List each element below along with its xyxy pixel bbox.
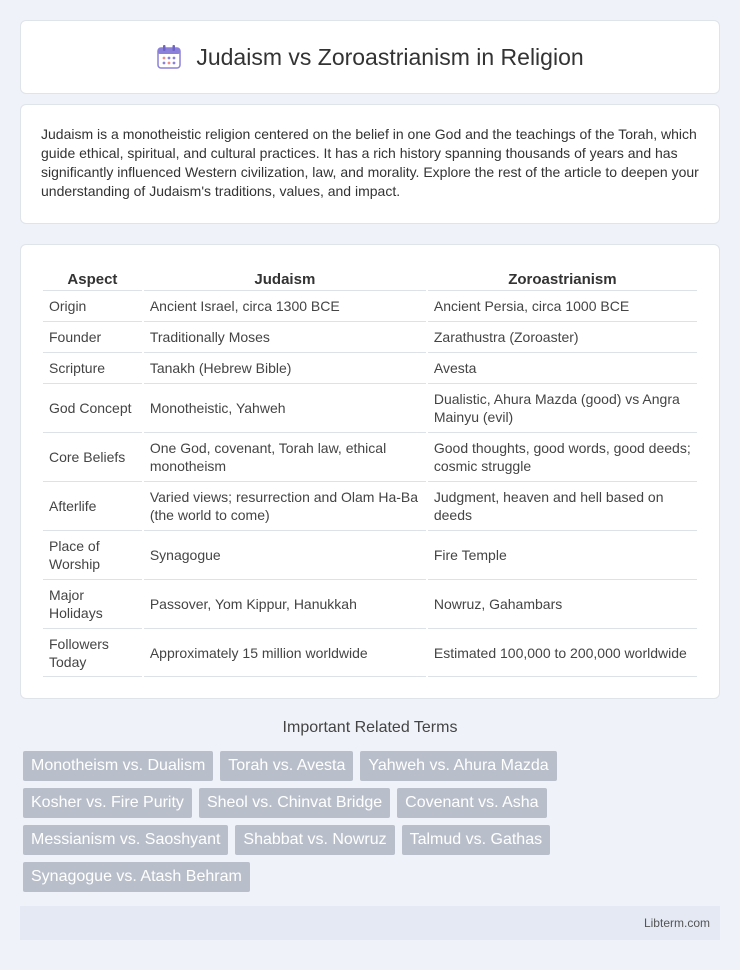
- row-aspect: Scripture: [43, 352, 142, 383]
- related-term-tag[interactable]: Sheol vs. Chinvat Bridge: [199, 788, 390, 818]
- row-judaism: Ancient Israel, circa 1300 BCE: [144, 290, 426, 321]
- row-aspect: Founder: [43, 321, 142, 352]
- related-term-tag[interactable]: Covenant vs. Asha: [397, 788, 546, 818]
- table-row: [43, 290, 697, 321]
- row-zoroastrianism: Ancient Persia, circa 1000 BCE: [428, 290, 697, 321]
- calendar-icon: [156, 44, 182, 70]
- tag-row: [23, 751, 723, 781]
- table-row: [43, 321, 697, 352]
- row-aspect: Major Holidays: [43, 579, 142, 628]
- row-zoroastrianism: Judgment, heaven and hell based on deeds: [428, 481, 697, 530]
- row-aspect: Afterlife: [43, 481, 142, 530]
- row-judaism: Approximately 15 million worldwide: [144, 628, 426, 677]
- table-row: [43, 628, 697, 677]
- table-row: [43, 481, 697, 530]
- table-header-row: [43, 265, 697, 290]
- header-aspect: Aspect: [67, 271, 118, 288]
- row-zoroastrianism: Nowruz, Gahambars: [428, 579, 697, 628]
- related-term-tag[interactable]: Talmud vs. Gathas: [402, 825, 551, 855]
- related-term-tag[interactable]: Kosher vs. Fire Purity: [23, 788, 192, 818]
- row-judaism: Synagogue: [144, 530, 426, 579]
- comparison-table-card: [20, 244, 720, 699]
- row-zoroastrianism: Good thoughts, good words, good deeds; cosmic struggle: [428, 432, 697, 481]
- row-aspect: God Concept: [43, 383, 142, 432]
- title-card: [20, 20, 720, 94]
- footer: [20, 906, 720, 940]
- row-judaism: Tanakh (Hebrew Bible): [144, 352, 426, 383]
- row-zoroastrianism: Dualistic, Ahura Mazda (good) vs Angra Mainyu (evil): [428, 383, 697, 432]
- intro-text: Judaism is a monotheistic religion centered on the belief in one God and the teachings of the Torah, which guide ethical, spiritual, and cultural practices. It has a rich history spanning thousands of years and has significantly influenced Western civilization, law, and morality. Explore the rest of the article to deepen your understanding of Judaism's traditions, values, and impact.: [41, 126, 699, 199]
- intro-card: [20, 104, 720, 224]
- row-judaism: Varied views; resurrection and Olam Ha-Ba (the world to come): [144, 481, 426, 530]
- row-zoroastrianism: Estimated 100,000 to 200,000 worldwide: [428, 628, 697, 677]
- related-terms-title: Important Related Terms: [282, 719, 458, 736]
- row-aspect: Origin: [43, 290, 142, 321]
- related-terms-list: [23, 751, 723, 899]
- row-aspect: Core Beliefs: [43, 432, 142, 481]
- row-judaism: Monotheistic, Yahweh: [144, 383, 426, 432]
- related-term-tag[interactable]: Monotheism vs. Dualism: [23, 751, 213, 781]
- related-term-tag[interactable]: Torah vs. Avesta: [220, 751, 353, 781]
- page-title: Judaism vs Zoroastrianism in Religion: [196, 43, 584, 70]
- row-zoroastrianism: Fire Temple: [428, 530, 697, 579]
- table-row: [43, 530, 697, 579]
- row-aspect: Place of Worship: [43, 530, 142, 579]
- related-term-tag[interactable]: Messianism vs. Saoshyant: [23, 825, 228, 855]
- row-zoroastrianism: Avesta: [428, 352, 697, 383]
- row-judaism: Passover, Yom Kippur, Hanukkah: [144, 579, 426, 628]
- table-row: [43, 432, 697, 481]
- comparison-table: [41, 265, 699, 677]
- row-judaism: Traditionally Moses: [144, 321, 426, 352]
- related-term-tag[interactable]: Synagogue vs. Atash Behram: [23, 862, 250, 892]
- row-zoroastrianism: Zarathustra (Zoroaster): [428, 321, 697, 352]
- header-zoroastrianism: Zoroastrianism: [508, 271, 617, 288]
- footer-site-link[interactable]: Libterm.com: [643, 916, 710, 930]
- tag-row: [23, 825, 723, 855]
- row-aspect: Followers Today: [43, 628, 142, 677]
- header-judaism: Judaism: [254, 271, 316, 288]
- table-row: [43, 352, 697, 383]
- row-judaism: One God, covenant, Torah law, ethical monotheism: [144, 432, 426, 481]
- related-term-tag[interactable]: Shabbat vs. Nowruz: [235, 825, 394, 855]
- table-row: [43, 383, 697, 432]
- tag-row: [23, 788, 723, 818]
- related-term-tag[interactable]: Yahweh vs. Ahura Mazda: [360, 751, 556, 781]
- tag-row: [23, 862, 723, 892]
- table-row: [43, 579, 697, 628]
